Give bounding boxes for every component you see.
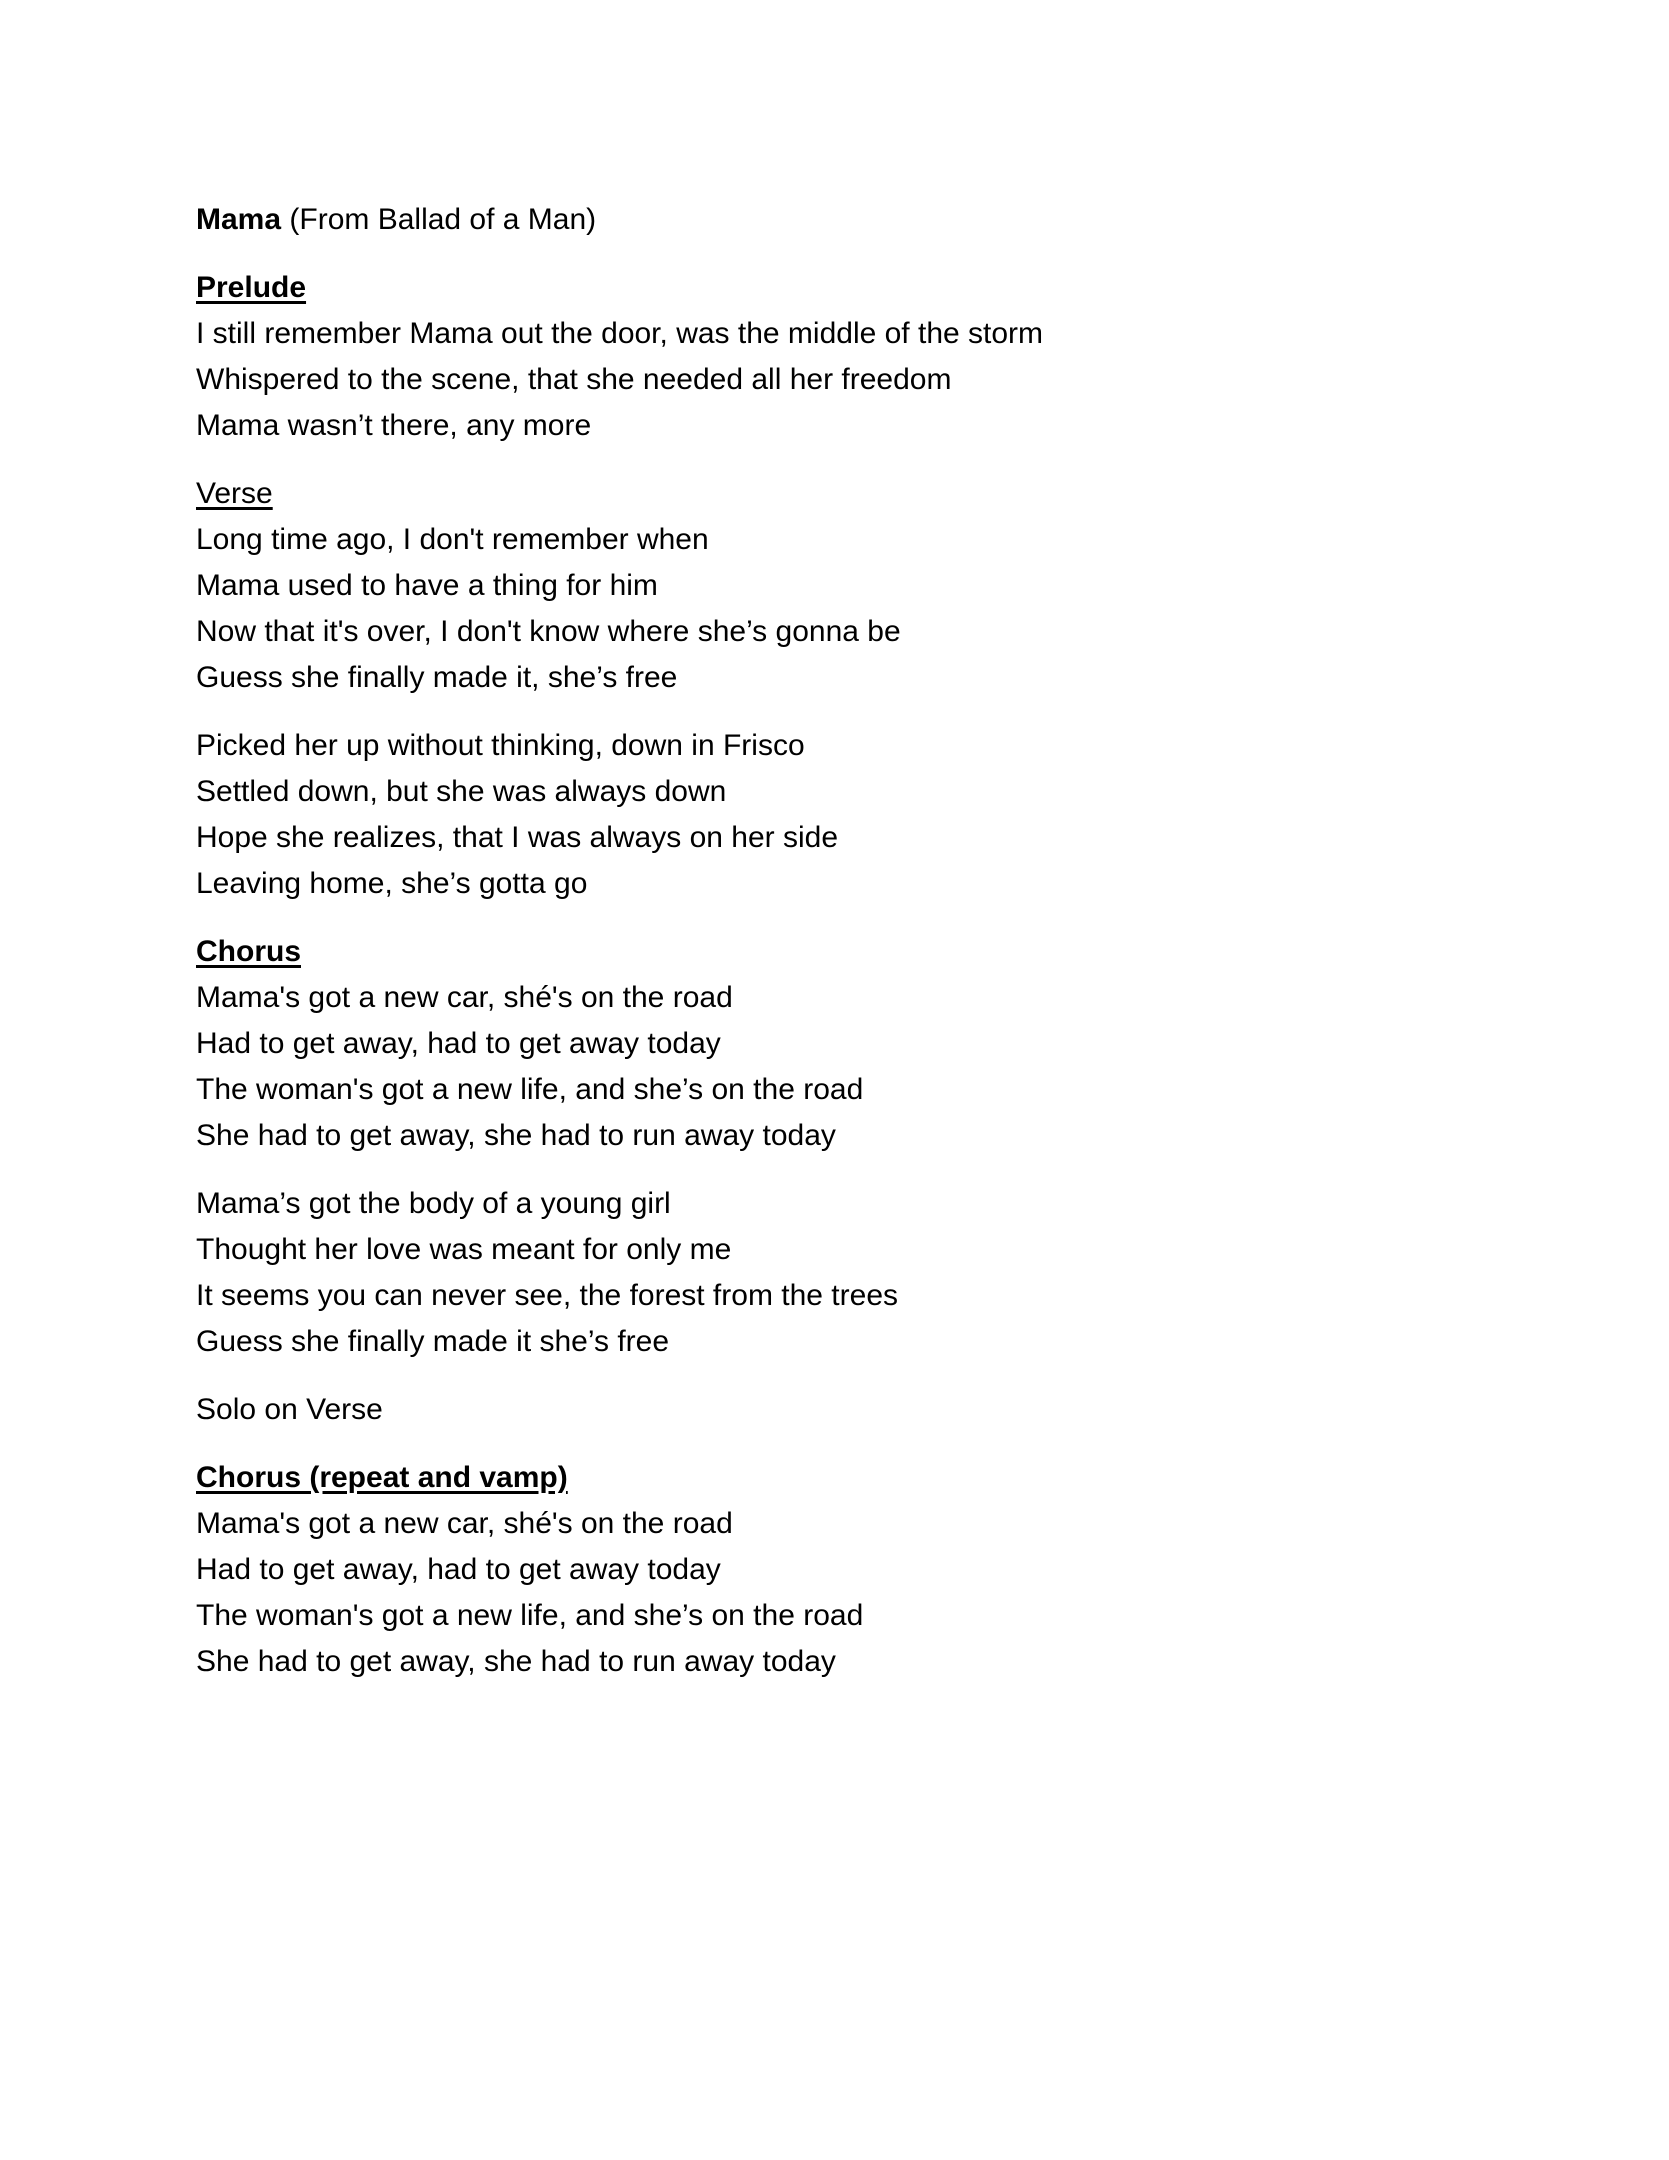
lyric-line: Now that it's over, I don't know where she’s gonna be: [196, 615, 901, 648]
lyric-line: The woman's got a new life, and she’s on the road: [196, 1073, 864, 1106]
lyric-line: Solo on Verse: [196, 1393, 383, 1426]
lyric-line: Thought her love was meant for only me: [196, 1233, 732, 1266]
section-heading: Prelude: [196, 271, 307, 304]
lyrics-section: [196, 471, 1496, 701]
lyrics-section: [196, 1181, 1496, 1365]
lyric-line: Mama's got a new car, shé's on the road: [196, 981, 733, 1014]
section-heading: Verse: [196, 477, 273, 510]
lyric-line: Settled down, but she was always down: [196, 775, 727, 808]
section-heading: Chorus (repeat and vamp): [196, 1461, 568, 1494]
lyric-line: Mama used to have a thing for him: [196, 569, 658, 602]
lyrics-section: [196, 1455, 1496, 1685]
lyric-line: Had to get away, had to get away today: [196, 1027, 721, 1060]
lyrics-sections: [196, 265, 1496, 1685]
lyric-line: Mama's got a new car, shé's on the road: [196, 1507, 733, 1540]
section-heading: Chorus: [196, 935, 301, 968]
lyric-line: She had to get away, she had to run away today: [196, 1119, 836, 1152]
lyric-line: It seems you can never see, the forest from the trees: [196, 1279, 898, 1312]
lyric-line: Whispered to the scene, that she needed all her freedom: [196, 363, 952, 396]
song-title-main: Mama: [196, 203, 282, 236]
lyrics-section: [196, 723, 1496, 907]
lyrics-section: [196, 929, 1496, 1159]
lyric-line: I still remember Mama out the door, was the middle of the storm: [196, 317, 1044, 350]
lyric-line: Picked her up without thinking, down in Frisco: [196, 729, 805, 762]
lyric-line: She had to get away, she had to run away today: [196, 1645, 836, 1678]
song-title-subtitle: (From Ballad of a Man): [289, 203, 597, 236]
lyric-line: Long time ago, I don't remember when: [196, 523, 709, 556]
lyric-line: The woman's got a new life, and she’s on the road: [196, 1599, 864, 1632]
lyric-line: Guess she finally made it she’s free: [196, 1325, 670, 1358]
song-title: [196, 197, 1496, 243]
lyrics-page: [196, 197, 1496, 1707]
lyric-line: Hope she realizes, that I was always on her side: [196, 821, 838, 854]
lyrics-section: [196, 265, 1496, 449]
lyric-line: Mama wasn’t there, any more: [196, 409, 592, 442]
lyric-line: Had to get away, had to get away today: [196, 1553, 721, 1586]
lyric-line: Guess she finally made it, she’s free: [196, 661, 678, 694]
lyric-line: Mama’s got the body of a young girl: [196, 1187, 671, 1220]
lyric-line: Leaving home, she’s gotta go: [196, 867, 588, 900]
lyrics-section: [196, 1387, 1496, 1433]
